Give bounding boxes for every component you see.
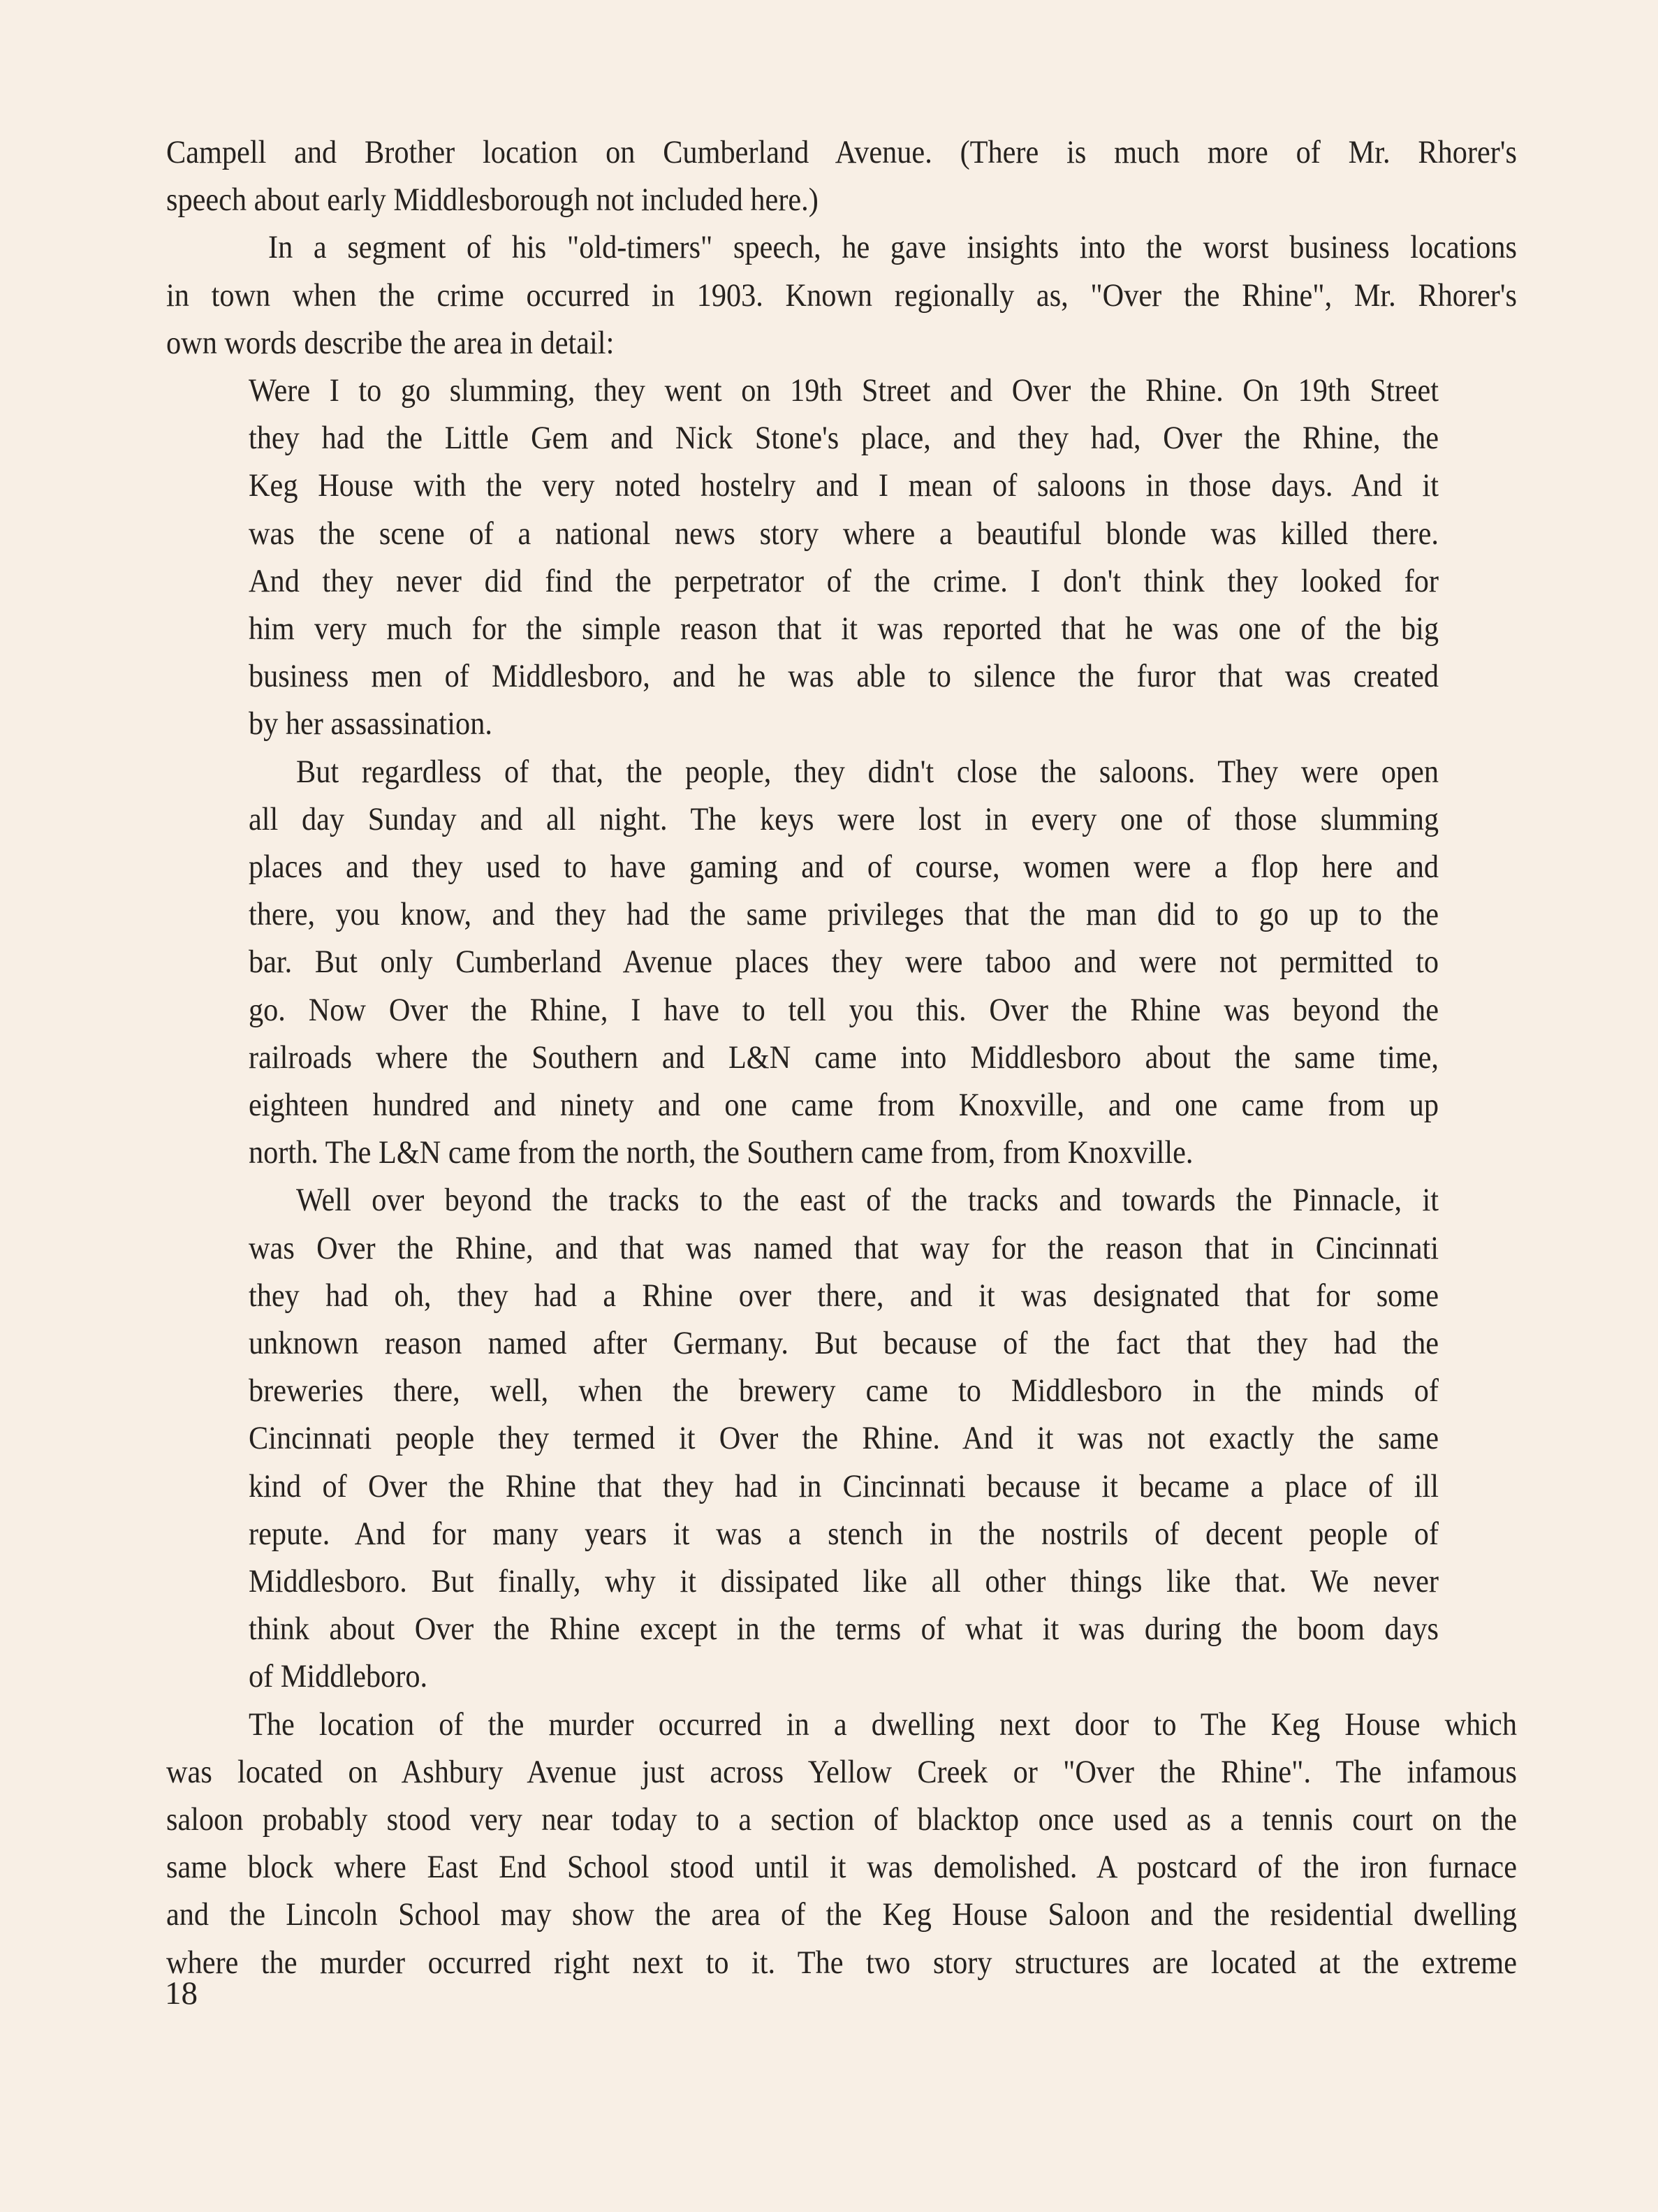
quote-line: bar. But only Cumberland Avenue places they were taboo and were not permitted to xyxy=(249,944,1439,981)
quote-line: railroads where the Southern and L&N came into Middlesboro about the same time, xyxy=(249,1039,1439,1076)
quote-line: Well over beyond the tracks to the east of the tracks and towards the Pinnacle, it xyxy=(296,1182,1439,1219)
quote-line: by her assassination. xyxy=(249,705,492,742)
text-line: speech about early Middlesborough not included here.) xyxy=(166,182,819,219)
quote-line: him very much for the simple reason that it was reported that he was one of the big xyxy=(249,610,1439,647)
text-line: The location of the murder occurred in a dwelling next door to The Keg House which xyxy=(249,1706,1517,1743)
quote-line: unknown reason named after Germany. But because of the fact that they had the xyxy=(249,1325,1439,1361)
text-line: and the Lincoln School may show the area of the Keg House Saloon and the residential dwelling xyxy=(166,1896,1517,1933)
quote-line: go. Now Over the Rhine, I have to tell you this. Over the Rhine was beyond the xyxy=(249,991,1439,1028)
text-line: same block where East End School stood until it was demolished. A postcard of the iron furnace xyxy=(166,1849,1517,1886)
quote-line: of Middleboro. xyxy=(249,1658,428,1695)
quote-line: But regardless of that, the people, they didn't close the saloons. They were open xyxy=(296,753,1439,790)
quote-line: kind of Over the Rhine that they had in Cincinnati because it became a place of ill xyxy=(249,1467,1439,1504)
quote-line: places and they used to have gaming and of course, women were a flop here and xyxy=(249,849,1439,885)
quote-line: was the scene of a national news story where a beautiful blonde was killed there. xyxy=(249,515,1439,552)
quote-line: And they never did find the perpetrator of the crime. I don't think they looked for xyxy=(249,562,1439,599)
quote-line: north. The L&N came from the north, the Southern came from, from Knoxville. xyxy=(249,1134,1194,1171)
text-line: where the murder occurred right next to it. The two story structures are located at the extreme xyxy=(166,1944,1517,1981)
quote-line: think about Over the Rhine except in the terms of what it was during the boom days xyxy=(249,1611,1439,1648)
text-line: was located on Ashbury Avenue just across Yellow Creek or "Over the Rhine". The infamous xyxy=(166,1753,1517,1790)
text-line: own words describe the area in detail: xyxy=(166,324,615,361)
quote-line: all day Sunday and all night. The keys were lost in every one of those slumming xyxy=(249,800,1439,837)
text-line: Campell and Brother location on Cumberland Avenue. (There is much more of Mr. Rhorer's xyxy=(166,134,1517,170)
page-number: 18 xyxy=(165,1975,198,2012)
text-line: in town when the crime occurred in 1903. Known regionally as, "Over the Rhine", Mr. Rhorer's xyxy=(166,277,1517,314)
quote-line: they had the Little Gem and Nick Stone's place, and they had, Over the Rhine, the xyxy=(249,420,1439,457)
quote-line: breweries there, well, when the brewery came to Middlesboro in the minds of xyxy=(249,1372,1439,1409)
quote-line: business men of Middlesboro, and he was able to silence the furor that was created xyxy=(249,658,1439,695)
quote-line: Middlesboro. But finally, why it dissipated like all other things like that. We never xyxy=(249,1563,1439,1599)
quote-line: repute. And for many years it was a stench in the nostrils of decent people of xyxy=(249,1515,1439,1552)
quote-line: eighteen hundred and ninety and one came from Knoxville, and one came from up xyxy=(249,1087,1439,1123)
quote-line: Were I to go slumming, they went on 19th Street and Over the Rhine. On 19th Street xyxy=(249,372,1439,409)
text-line: In a segment of his "old-timers" speech, he gave insights into the worst business locations xyxy=(268,229,1517,266)
quote-line: was Over the Rhine, and that was named that way for the reason that in Cincinnati xyxy=(249,1229,1439,1266)
quote-line: Cincinnati people they termed it Over the Rhine. And it was not exactly the same xyxy=(249,1420,1439,1457)
quote-line: there, you know, and they had the same privileges that the man did to go up to the xyxy=(249,896,1439,933)
text-line: saloon probably stood very near today to a section of blacktop once used as a tennis court on the xyxy=(166,1801,1517,1838)
quote-line: Keg House with the very noted hostelry and I mean of saloons in those days. And it xyxy=(249,467,1439,504)
quote-line: they had oh, they had a Rhine over there, and it was designated that for some xyxy=(249,1277,1439,1314)
